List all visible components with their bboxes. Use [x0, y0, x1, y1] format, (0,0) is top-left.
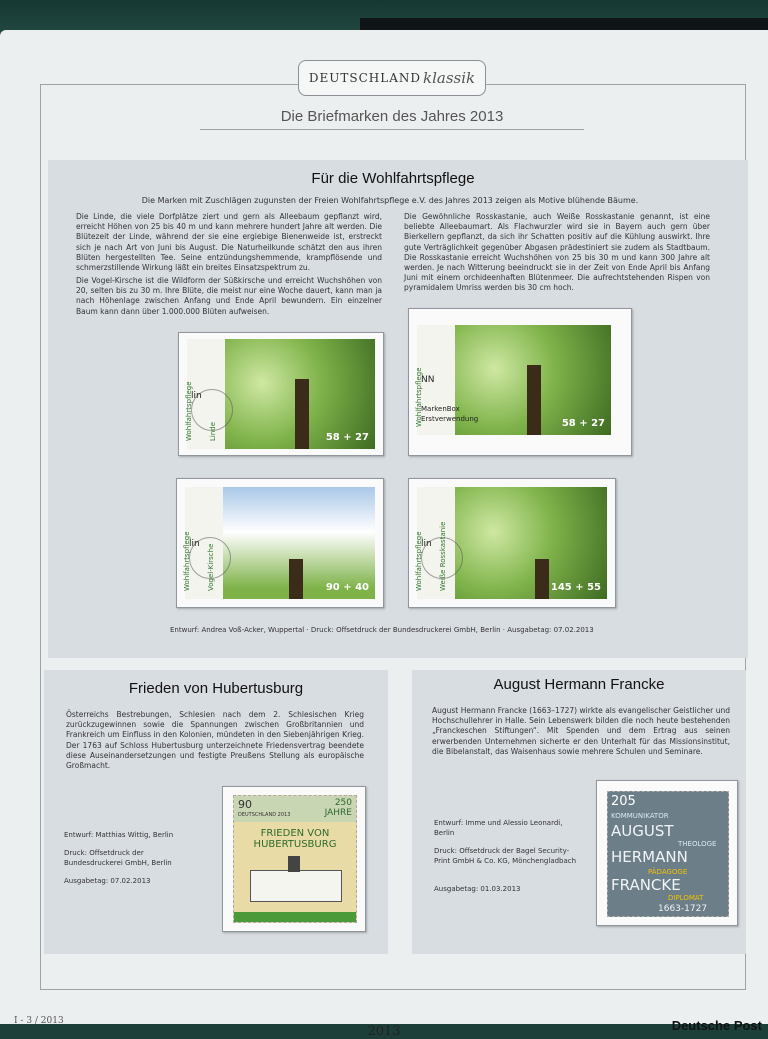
stamp-word: DIPLOMAT [668, 894, 704, 902]
stamp-mount-linde-markenbox [408, 308, 632, 456]
page-year: 2013 [367, 1024, 401, 1039]
stamp-mount-hubertusburg [222, 786, 366, 932]
stamp-lawn [234, 912, 356, 922]
castle-tower [288, 856, 300, 872]
stamp-country: DEUTSCHLAND 2013 [238, 812, 291, 818]
welfare-left-p2: Die Vogel-Kirsche ist die Wildform der Süßkirsche und erreicht Wuchshöhen von 20, selten bis zu 30 m. Ihre Blüte, die meist nur eine Woche dauert, kann man ja nach Höhenlage zwischen Anfang und Ende April bewundern. Ein einzelner Baum kann dann über 1.000.000 Blüten aufweisen. [76, 276, 382, 316]
stamp-value: 90 [238, 798, 252, 811]
stamp-hubertusburg[interactable] [233, 795, 357, 923]
stamp-word: THEOLOGE [678, 840, 717, 848]
hubertusburg-entwurf: Entwurf: Matthias Wittig, Berlin [64, 831, 174, 839]
stamp-tree-name: Weiße Rosskastanie [439, 521, 447, 591]
postmark-text: lin [421, 539, 432, 549]
stamp-value: 58 + 27 [561, 418, 605, 429]
francke-druck: Druck: Offsetdruck der Bagel Security-Print GmbH & Co. KG, Mönchengladbach [434, 847, 577, 865]
stamp-vertical-text: Wohlfahrtspflege [185, 381, 193, 441]
francke-heading: August Hermann Francke [493, 676, 665, 693]
welfare-left-p1: Die Linde, die viele Dorfplätze ziert und gern als Alleebaum gepflanzt wird, erreicht Höhen von 25 bis 40 m und kann mehrere hundert Jahre alt werden. Die Blütezeit der Linde, während der sie eine ergiebige Bienenweide ist, erstreckt sich je nach Art von Juni bis August. Die Naturheilkunde schätzt den aus ihren Blüten hergestellten Tee. Seine entzündungshemmende, krampflösende und schmerzstillende Wirkung läßt ein breites Einsatzspektrum zu. [76, 212, 382, 273]
postmark-text: lin [191, 391, 202, 401]
logo-sub: klassik [423, 69, 476, 87]
hubertusburg-ausgabe: Ausgabetag: 07.02.2013 [64, 877, 151, 885]
publisher-logo: Deutsche Post [671, 1018, 762, 1033]
page-ref: I - 3 / 2013 [14, 1016, 64, 1026]
stamp-value: 58 + 27 [325, 432, 369, 443]
francke-text: August Hermann Francke (1663–1727) wirkte als evangelischer Geistlicher und Hochschullehrer in Halle. Sein Lebenswerk bilden die noch heute bestehenden „Franckeschen Stiftungen“. Mit Spenden und dem Ertrag aus seinen erwerbenden Unternehmen sicherte er den Unterhalt für das Missionsinstitut, die Bibelanstalt, das Waisenhaus sowie mehrere Schulen und Seminare. [432, 706, 730, 756]
hubertusburg-druck: Druck: Offsetdruck der Bundesdruckerei GmbH, Berlin [64, 849, 172, 867]
stamp-rosskastanie[interactable] [417, 487, 607, 599]
welfare-heading: Für die Wohlfahrtspflege [311, 170, 475, 187]
stamp-word: HERMANN [611, 848, 688, 866]
stamp-value: 145 + 55 [550, 582, 601, 593]
postmark-erstverwendung: Erstverwendung [421, 415, 479, 423]
stamp-vogelkirsche[interactable] [185, 487, 375, 599]
francke-entwurf: Entwurf: Imme und Alessio Leonardi, Berlin [434, 819, 563, 837]
stamp-francke[interactable] [607, 791, 729, 917]
postmark-markenbox: MarkenBox [421, 405, 460, 413]
stamp-mount-rosskastanie [408, 478, 616, 608]
stamp-years: 250 JAHRE [324, 798, 352, 818]
postmark-text: NN [421, 375, 435, 385]
stamp-vertical-text: Wohlfahrtspflege [415, 367, 423, 427]
stamp-word: 1663-1727 [658, 904, 708, 914]
stamp-linde[interactable] [187, 339, 375, 449]
page-title: Die Briefmarken des Jahres 2013 [200, 108, 584, 130]
logo-main: DEUTSCHLAND [308, 71, 421, 85]
stamp-word: PÄDAGOGE [648, 868, 688, 876]
stamp-tree-name: Linde [209, 421, 217, 441]
stamp-value: 205 [611, 794, 636, 809]
stamp-tree-name: Vogel-Kirsche [207, 543, 215, 591]
welfare-credits: Entwurf: Andrea Voß-Acker, Wuppertal · Druck: Offsetdruck der Bundesdruckerei GmbH, Berlin · Ausgabetag: 07.02.2013 [170, 626, 594, 634]
stamp-word: KOMMUNIKATOR [611, 812, 669, 820]
tree-trunk [295, 379, 309, 449]
tree-trunk [527, 365, 541, 435]
stamp-linde-markenbox[interactable] [417, 325, 611, 435]
tree-trunk [535, 559, 549, 599]
logo [298, 60, 486, 96]
postmark-text: lin [189, 539, 200, 549]
francke-ausgabe: Ausgabetag: 01.03.2013 [434, 885, 521, 893]
stamp-vertical-text: Wohlfahrtspflege [415, 531, 423, 591]
tree-trunk [289, 559, 303, 599]
hubertusburg-heading: Frieden von Hubertusburg [128, 680, 304, 697]
stamp-mount-francke [596, 780, 738, 926]
stamp-word: AUGUST [611, 822, 674, 840]
album-page [0, 30, 768, 1039]
stamp-word: FRANCKE [611, 876, 681, 894]
castle-building [250, 870, 342, 902]
stamp-title: FRIEDEN VON HUBERTUSBURG [253, 828, 337, 850]
stamp-mount-vogelkirsche [176, 478, 384, 608]
welfare-intro: Die Marken mit Zuschlägen zugunsten der Freien Wohlfahrtspflege e.V. des Jahres 2013 zeigen als Motive blühende Bäume. [141, 196, 639, 205]
stamp-vertical-text: Wohlfahrtspflege [183, 531, 191, 591]
stamp-mount-linde [178, 332, 384, 456]
hubertusburg-text: Österreichs Bestrebungen, Schlesien nach dem 2. Schlesischen Krieg zurückzugewinnen sowie die Spannungen zwischen Großbritannien und Frankreich um Einfluss in den Kolonien, mündeten in den Siebenjährigen Krieg. Der 1763 auf Schloss Hubertusburg unterzeichnete Friedensvertrag beendete diese Auseinandersetzungen und festigte Preußens Stellung als europäische Großmacht. [66, 710, 364, 771]
welfare-right-p1: Die Gewöhnliche Rosskastanie, auch Weiße Rosskastanie genannt, ist eine beliebte Alleebaumart. Als Flachwurzler wird sie in Bayern auch gern über Bierkellern gepflanzt, da sich ihr Schatten positiv auf die Kühlung auswirkt. Ihre gute Verträglichkeit gegenüber Abgasen prädestiniert sie zudem als Stadtbaum. Die Rosskastanie erreicht Wuchshöhen von 25 bis 30 m und kann 300 Jahre alt werden. Je nach Witterung beeindruckt sie in der Zeit von Ende April bis Anfang Juni mit einem orchideenhaften Blütenmeer. Die aufrechtstehenden Rispen von pyramidalem Umriss werden bis 30 cm hoch. [404, 212, 710, 293]
stamp-value: 90 + 40 [325, 582, 369, 593]
